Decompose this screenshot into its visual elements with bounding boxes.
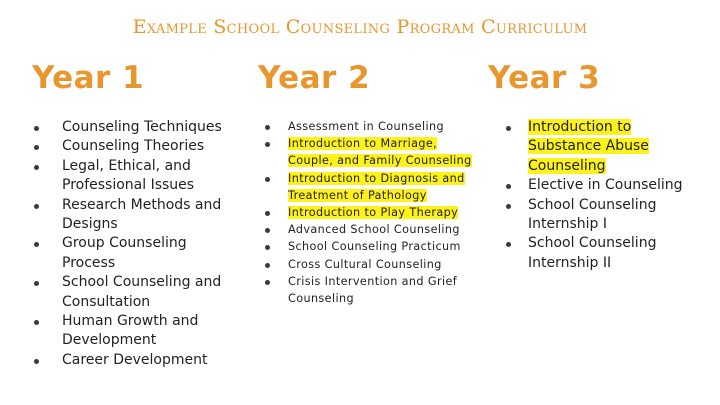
bullet-icon xyxy=(265,211,270,216)
bullet-icon xyxy=(34,281,39,286)
bullet-icon xyxy=(34,320,39,325)
course-item xyxy=(288,273,478,307)
course-item xyxy=(288,118,478,135)
bullet-icon xyxy=(265,280,270,285)
year-1-course-list xyxy=(62,118,242,370)
course-label: Cross Cultural Counseling xyxy=(288,257,442,271)
course-label: Legal, Ethical, and Professional Issues xyxy=(62,157,195,194)
bullet-icon xyxy=(34,359,39,364)
year-1-heading: Year 1 xyxy=(32,60,145,96)
year-3-heading: Year 3 xyxy=(488,60,601,96)
course-item xyxy=(62,196,242,235)
course-item xyxy=(62,118,242,137)
year-3-column xyxy=(488,60,683,271)
bullet-icon xyxy=(265,245,270,250)
course-label: Counseling Techniques xyxy=(62,119,222,135)
page-title: Example School Counseling Program Curriculum xyxy=(132,16,588,38)
course-item xyxy=(62,234,242,273)
course-label: Human Growth and Development xyxy=(62,313,199,349)
highlighted-course-label: Introduction to Marriage, Couple, and Family Counseling xyxy=(288,137,472,168)
highlighted-course-label: Introduction to Play Therapy xyxy=(288,206,459,220)
course-item xyxy=(62,137,242,156)
course-item xyxy=(528,176,698,195)
course-label: Group Counseling Process xyxy=(62,235,187,271)
course-item xyxy=(62,312,242,351)
course-label: Career Development xyxy=(62,351,208,368)
course-label: School Counseling Practicum xyxy=(288,240,461,254)
course-item xyxy=(288,135,478,169)
course-item xyxy=(62,157,242,196)
course-label: Crisis Intervention and Grief Counseling xyxy=(288,274,458,306)
course-label: Counseling Theories xyxy=(62,138,205,155)
course-item xyxy=(528,234,698,273)
course-item xyxy=(288,170,478,204)
course-item xyxy=(528,118,698,176)
year-1-column xyxy=(32,60,222,368)
bullet-icon xyxy=(506,204,511,209)
course-label: School Counseling and Consultation xyxy=(62,274,222,310)
course-label: Advanced School Counseling xyxy=(288,223,460,237)
course-label: School Counseling Internship II xyxy=(528,235,657,271)
bullet-icon xyxy=(34,165,39,170)
course-item xyxy=(288,238,478,255)
year-2-column xyxy=(258,60,472,306)
course-label: Research Methods and Designs xyxy=(62,196,222,233)
bullet-icon xyxy=(34,242,39,247)
course-item xyxy=(62,273,242,312)
bullet-icon xyxy=(265,263,270,268)
course-item xyxy=(62,351,242,370)
bullet-icon xyxy=(34,204,39,209)
bullet-icon xyxy=(506,126,511,131)
bullet-icon xyxy=(34,145,39,150)
bullet-icon xyxy=(265,125,270,130)
year-3-course-list xyxy=(528,118,698,273)
course-item xyxy=(288,256,478,273)
year-2-course-list xyxy=(288,118,478,307)
bullet-icon xyxy=(265,142,270,147)
course-item xyxy=(288,204,478,221)
bullet-icon xyxy=(506,184,511,189)
course-label: Elective in Counseling xyxy=(528,177,683,194)
course-item xyxy=(528,196,698,235)
course-label: Assessment in Counseling xyxy=(288,120,444,133)
year-2-heading: Year 2 xyxy=(258,60,371,96)
bullet-icon xyxy=(265,177,270,182)
bullet-icon xyxy=(265,228,270,233)
highlighted-course-label: Introduction to Substance Abuse Counseling xyxy=(528,119,649,174)
highlighted-course-label: Introduction to Diagnosis and Treatment of Pathology xyxy=(288,171,465,202)
bullet-icon xyxy=(34,126,39,131)
course-label: School Counseling Internship I xyxy=(528,196,657,233)
bullet-icon xyxy=(506,242,511,247)
course-item xyxy=(288,221,478,238)
